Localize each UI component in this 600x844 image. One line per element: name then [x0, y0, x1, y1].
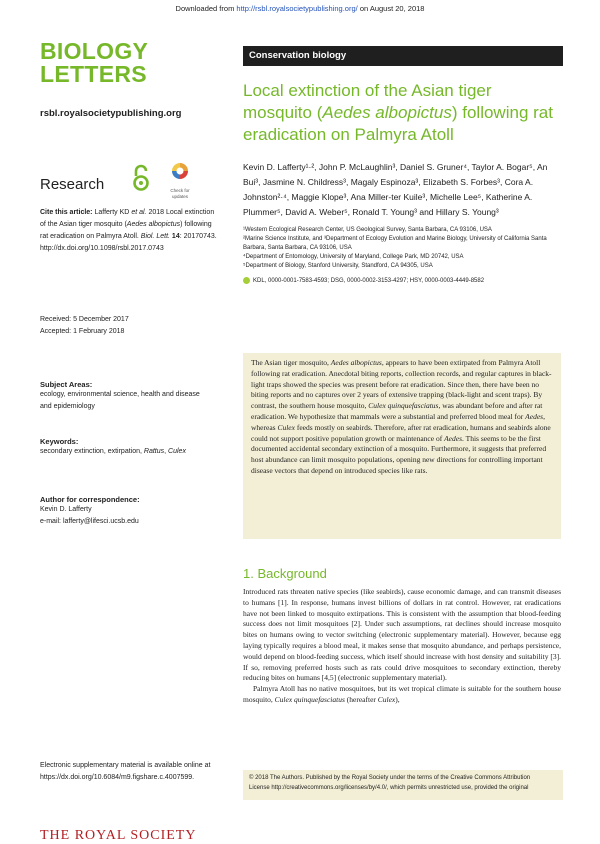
logo-line-2: LETTERS — [40, 61, 147, 87]
title-part-1: Local extinction of the Asian tiger mosquito ( — [243, 81, 492, 122]
abstract-text: , whereas — [251, 411, 545, 432]
subject-heading: Subject Areas: — [40, 380, 93, 389]
abstract-text: , appears to have been extirpated from Palmyra Atoll following rat eradication. Anecdotal biting reports, collection records, and regular captures in black-light traps showed the species was present before rat eradication. Since then, there have been no biting reports and no captures over 2 years of extensive trapping (black-light and scent traps). By contrast, the southern house mosquito, — [251, 358, 552, 411]
correspondence-heading: Author for correspondence: — [40, 495, 140, 504]
affiliation-4: ⁵Department of Biology, Stanford University, Standford, CA 94305, USA — [243, 263, 433, 269]
subject-text: ecology, environmental science, health and disease and epidemiology — [40, 391, 200, 410]
journal-logo[interactable] — [40, 40, 220, 86]
abstract-species: Culex quinquefasciatus — [368, 401, 439, 411]
check-label-1: Check for — [170, 188, 190, 193]
author-list: Kevin D. Lafferty¹·², John P. McLaughlin³, Daniel S. Gruner⁴, Taylor A. Bogar⁵, An Bui³, Jasmine N. Childress³, Magaly Espinoza³, Elizabeth S. Forbes³, Cora A. Johnston²·⁴, Maggie Klope³, Ana Miller-ter Kuile³, Michelle Lee⁵, Katherine A. Plummer⁵, David A. Weber⁵, Ronald T. Young³ and Hillary S. Young³ — [243, 162, 548, 217]
article-type-label: Research — [40, 176, 105, 193]
article-title — [243, 80, 563, 146]
background-body — [243, 587, 561, 706]
logo-line-1: BIOLOGY — [40, 38, 149, 64]
citation-doi-link[interactable]: http://dx.doi.org/10.1098/rsbl.2017.0743 — [40, 245, 164, 252]
keywords-heading: Keywords: — [40, 437, 79, 446]
abstract-species: Culex — [277, 422, 295, 432]
keywords — [40, 437, 220, 458]
research-row — [40, 158, 220, 198]
citation-author: Lafferty KD — [94, 209, 130, 216]
license-line-2[interactable]: License http://creativecommons.org/licenses/by/4.0/, which permits unrestricted use, provided the original — [249, 785, 529, 791]
para2-species: Culex quinquefasciatus — [274, 694, 345, 704]
background-heading: 1. Background — [243, 566, 327, 581]
abstract-text: , was abundant before and after rat eradication. We hypothesize that mammals were a substantial and preferred blood meal for — [251, 401, 543, 421]
accepted-date: Accepted: 1 February 2018 — [40, 328, 125, 335]
citation-pages: : 20170743. — [179, 233, 217, 240]
check-label-2: updates — [171, 194, 188, 199]
affiliation-3: ⁴Department of Entomology, University of Maryland, College Park, MD 20742, USA — [243, 254, 464, 260]
para2-species: Culex — [377, 694, 396, 704]
abstract-box — [243, 353, 561, 539]
abstract-species: Aedes albopictus — [330, 358, 382, 367]
supplementary-material-note: Electronic supplementary material is available online at https://dx.doi.org/10.6084/m9.figshare.c.4007599. — [40, 762, 211, 781]
citation-block — [40, 207, 220, 255]
orcid-row — [243, 277, 563, 284]
download-prefix: Downloaded from — [175, 4, 235, 13]
received-date: Received: 5 December 2017 — [40, 316, 129, 323]
abstract-text: feeds mostly on seabirds. Therefore, after rat eradication, humans and seabirds alone could not support positive population growth or maintenance of — [251, 422, 551, 443]
affiliation-1: ¹Western Ecological Research Center, US Geological Survey, Santa Barbara, CA 93106, USA — [243, 227, 492, 233]
keyword-culex: Culex — [168, 448, 186, 455]
citation-lead: Cite this article: — [40, 209, 93, 216]
subject-areas — [40, 380, 210, 413]
open-access-icon — [131, 164, 151, 192]
orcid-icon — [243, 277, 250, 284]
para2-text: (hereafter — [346, 694, 376, 704]
download-suffix: on August 20, 2018 — [359, 4, 425, 13]
affiliations — [243, 226, 563, 271]
section-badge: Conservation biology — [243, 46, 563, 66]
correspondence-name: Kevin D. Lafferty — [40, 506, 92, 513]
left-column — [40, 38, 220, 843]
title-species: Aedes albopictus — [322, 103, 452, 122]
background-paragraph-2 — [243, 684, 561, 706]
right-column — [243, 46, 563, 284]
background-paragraph-1: Introduced rats threaten native species (like seabirds), cause economic damage, and can transmit diseases to humans [1]. In response, humans invest billions of dollars in rat control. However, rat eradications have not been linked to mosquito extirpations. This is consistent with the assumption that blood-feeding success does not limit mosquitoes [2]. Under such assumptions, rat declines should increase mosquito bites on humans owing to vector switching (electronic supplementary material). However, because egg laying typically requires a blood meal, it makes sense that mosquito abundance, and perhaps persistence, would depend on blood-feeding success, which itself should increase with host density and suitability [3]. If so, removing preferred hosts such as rats could drive mosquitoes to secondary extinction, thereby reducing bites on humans [4,5] (electronic supplementary material). — [243, 587, 561, 683]
journal-site-link[interactable]: rsbl.royalsocietypublishing.org — [40, 108, 182, 119]
keywords-text — [40, 446, 220, 458]
download-notice — [0, 4, 600, 13]
citation-volume: 14 — [171, 233, 180, 240]
license-line-1: © 2018 The Authors. Published by the Royal Society under the terms of the Creative Commons Attribution — [249, 775, 531, 781]
citation-etal: et al. — [131, 209, 147, 216]
citation-text: 2018 Local extinction of the Asian tiger mosquito ( — [40, 209, 215, 228]
correspondence — [40, 495, 220, 528]
abstract-text: The Asian tiger mosquito, — [251, 358, 329, 367]
correspondence-email[interactable]: e-mail: lafferty@lifesci.ucsb.edu — [40, 518, 139, 525]
para2-text: ), — [395, 694, 400, 704]
keyword-sep: , — [164, 448, 167, 455]
abstract-species: Aedes — [525, 411, 544, 421]
keyword-rattus: Rattus — [143, 448, 165, 455]
citation-species: Aedes albopictus — [126, 221, 181, 228]
abstract-species: Aedes — [444, 433, 463, 443]
publisher-logo: THE ROYAL SOCIETY — [40, 828, 197, 843]
license-box — [243, 770, 563, 800]
citation-journal: Biol. Lett. — [140, 233, 170, 240]
citation-text-2: ) following rat eradication on Palmyra Atoll. — [40, 221, 212, 240]
check-for-updates-icon[interactable] — [165, 162, 195, 198]
keywords-list: secondary extinction, extirpation, — [40, 448, 142, 455]
abstract-text: . This seems to be the first documented accidental secondary extinction of a mosquito. Furthermore, it suggests that preferred host abundance can limit mosquito populations, opening new directions for controlling important disease vectors that depend on introduced species like rats. — [251, 433, 547, 475]
para2-text: Palmyra Atoll has no native mosquitoes, but its wet tropical climate is suitable for the southern house mosquito, — [243, 684, 561, 704]
dates-block — [40, 314, 129, 338]
orcid-ids[interactable]: KDL, 0000-0001-7583-4593; DSG, 0000-0002-3153-4297; HSY, 0000-0003-4449-8582 — [253, 277, 485, 284]
download-link[interactable]: http://rsbl.royalsocietypublishing.org/ — [236, 4, 358, 13]
affiliation-2: ²Marine Science Institute, and ³Department of Ecology Evolution and Marine Biology, University of California Santa Barbara, Santa Barbara, CA 93106, USA — [243, 236, 547, 251]
title-part-2: ) following rat eradication on Palmyra Atoll — [243, 103, 553, 144]
